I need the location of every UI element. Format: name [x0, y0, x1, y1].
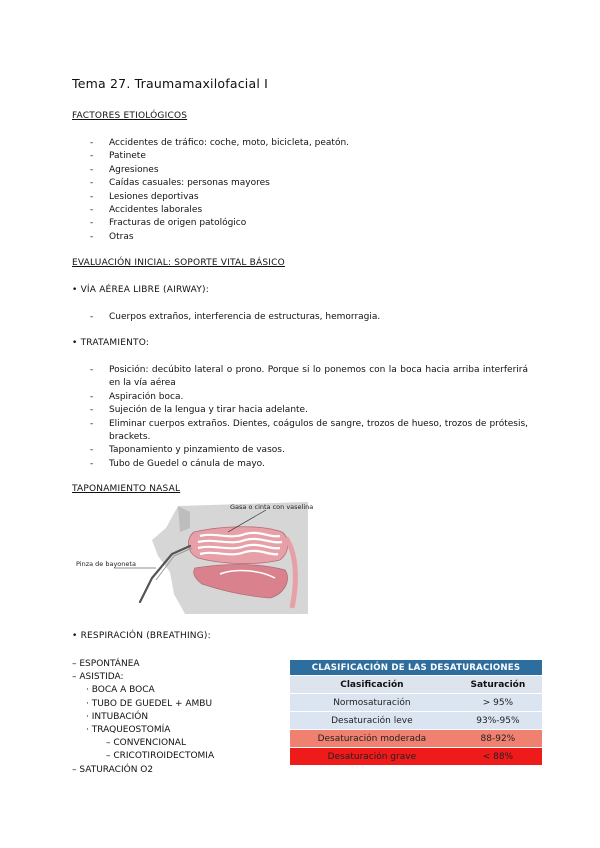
list-item: - Posición: decúbito lateral o prono. Porque si lo ponemos con la boca hacia arriba interferirá en la vía aérea: [90, 365, 528, 389]
nasal-cavity: [188, 527, 287, 564]
list-item: – CONVENCIONAL: [106, 738, 186, 749]
table-row: [290, 748, 542, 766]
list-item: · BOCA A BOCA: [86, 685, 155, 696]
table-row: [290, 694, 542, 712]
row-label: Desaturación moderada: [290, 730, 454, 748]
column-header-saturation: Saturación: [454, 676, 542, 694]
airway-list: [90, 311, 380, 324]
evaluation-heading: EVALUACIÓN INICIAL: SOPORTE VITAL BÁSICO: [72, 258, 285, 268]
list-item: – SATURACIÓN O2: [72, 764, 154, 775]
list-item: - Tubo de Guedel o cánula de mayo.: [90, 458, 265, 469]
row-value: < 88%: [454, 748, 542, 766]
table-row: [290, 730, 542, 748]
list-item: – ASISTIDA:: [72, 672, 124, 683]
list-item: - Fracturas de origen patológico: [90, 218, 247, 229]
list-item: - Aspiración boca.: [90, 391, 184, 402]
nasal-heading: TAPONAMIENTO NASAL: [72, 484, 181, 494]
row-label: Desaturación leve: [290, 712, 454, 730]
table-header-row: [290, 676, 542, 694]
gauze-label: Gasa o cinta con vaselina: [230, 503, 314, 511]
row-label: Desaturación grave: [290, 748, 454, 766]
list-item: - Sujeción de la lengua y tirar hacia adelante.: [90, 405, 308, 416]
list-item: - Accidentes de tráfico: coche, moto, bicicleta, peatón.: [90, 138, 350, 148]
desaturation-table: [290, 660, 542, 766]
list-item: – ESPONTÁNEA: [72, 659, 140, 669]
list-item: - Patinete: [90, 151, 146, 162]
page-title: Tema 27. Traumamaxilofacial I: [72, 76, 269, 91]
etiologic-list: [90, 137, 349, 244]
list-item: - Agresiones: [90, 164, 159, 175]
list-item: - Otras: [90, 231, 134, 242]
list-item: – CRICOTIROIDECTOMIA: [106, 751, 215, 762]
breathing-list: [72, 658, 214, 777]
breathing-heading: • RESPIRACIÓN (BREATHING):: [72, 631, 211, 641]
forceps-label: Pinza de bayoneta: [76, 560, 136, 568]
etiologic-heading: FACTORES ETIOLÓGICOS: [72, 111, 188, 121]
treatment-list: [90, 364, 528, 471]
nasal-packing-diagram: [70, 498, 332, 616]
list-item: - Lesiones deportivas: [90, 191, 199, 202]
list-item: · INTUBACIÓN: [86, 711, 149, 722]
list-item: · TUBO DE GUEDEL + AMBU: [86, 698, 213, 709]
list-item: - Cuerpos extraños, interferencia de estructuras, hemorragia.: [90, 312, 381, 322]
row-value: 88-92%: [454, 730, 542, 748]
column-header-classification: Clasificación: [290, 676, 454, 694]
desaturation-table-title: CLASIFICACIÓN DE LAS DESATURACIONES: [290, 660, 542, 676]
row-value: > 95%: [454, 694, 542, 712]
treatment-heading: • TRATAMIENTO:: [72, 338, 150, 348]
airway-heading: • VÍA AÉREA LIBRE (AIRWAY):: [72, 285, 209, 295]
list-item: - Taponamiento y pinzamiento de vasos.: [90, 445, 285, 456]
list-item: - Caídas casuales: personas mayores: [90, 178, 270, 189]
list-item: - Eliminar cuerpos extraños. Dientes, coágulos de sangre, trozos de hueso, trozos de prótesis, brackets.: [90, 418, 528, 443]
table-row: [290, 712, 542, 730]
row-label: Normosaturación: [290, 694, 454, 712]
list-item: · TRAQUEOSTOMÍA: [86, 725, 171, 736]
row-value: 93%-95%: [454, 712, 542, 730]
list-item: - Accidentes laborales: [90, 204, 203, 215]
